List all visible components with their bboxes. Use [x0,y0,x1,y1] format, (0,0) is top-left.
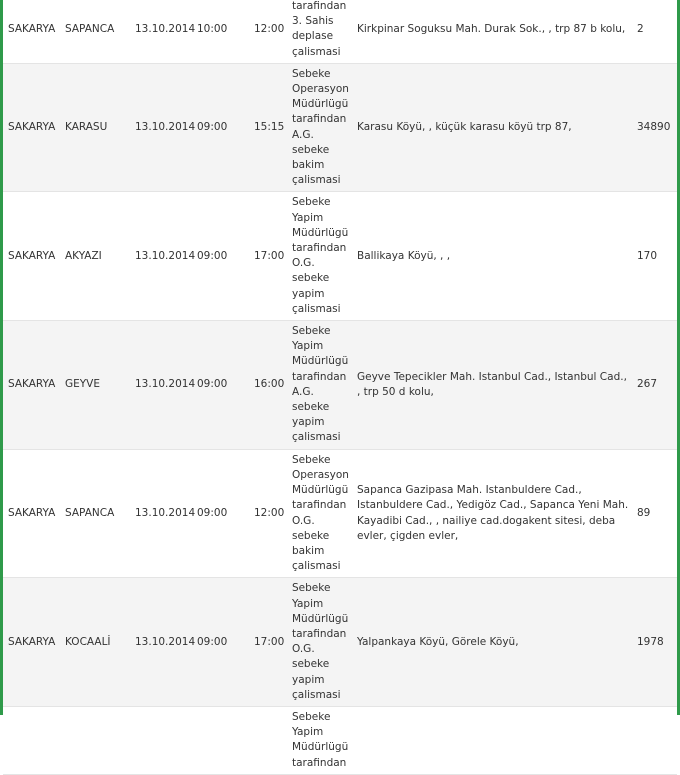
description-line: O.G. [292,257,315,270]
description-line: çalismasi [292,174,341,187]
description-line: Sebeke [292,67,331,80]
description-cell [292,0,357,63]
description-line: Yapim [292,726,324,739]
description-line: Sebeke [292,710,331,723]
table-row [3,192,677,321]
description-line: Sebeke [292,453,331,466]
description-line: tarafindan [292,499,347,512]
description-line: Müdürlügü [292,484,349,497]
affected-count-cell: 2 [637,0,677,63]
start-time-cell: 09:00 [197,63,254,192]
description-line: sebeke [292,658,330,671]
description-line: tarafindan [292,627,347,640]
date-cell: 13.10.2014 [135,192,197,321]
affected-count-cell: 170 [637,192,677,321]
start-time-cell [197,706,254,774]
description-line: bakim [292,159,325,172]
end-time-cell: 16:00 [254,321,292,450]
description-line: çalismasi [292,560,341,573]
table-row [3,578,677,707]
description-line: O.G. [292,514,315,527]
address-cell [357,706,637,774]
description-line: Müdürlügü [292,226,349,239]
date-cell: 13.10.2014 [135,578,197,707]
start-time-cell: 09:00 [197,192,254,321]
city-cell: SAKARYA [3,63,65,192]
table-row [3,449,677,578]
description-line: Sebeke [292,196,331,209]
description-cell [292,192,357,321]
description-line: O.G. [292,643,315,656]
address-cell: Ballikaya Köyü, , , [357,192,637,321]
description-line: tarafindan [292,370,347,383]
district-cell: KARASU [65,63,135,192]
date-cell: 13.10.2014 [135,63,197,192]
table-row [3,63,677,192]
affected-count-cell: 267 [637,321,677,450]
start-time-cell: 09:00 [197,578,254,707]
description-line: Sebeke [292,325,331,338]
date-cell: 13.10.2014 [135,449,197,578]
end-time-cell [254,706,292,774]
end-time-cell: 12:00 [254,449,292,578]
description-line: Operasyon [292,468,349,481]
outage-table [3,0,677,775]
description-line: Müdürlügü [292,741,349,754]
affected-count-cell: 34890 [637,63,677,192]
description-line: çalismasi [292,688,341,701]
description-line: Müdürlügü [292,612,349,625]
city-cell: SAKARYA [3,321,65,450]
district-cell: GEYVE [65,321,135,450]
district-cell: SAPANCA [65,449,135,578]
description-line: tarafindan [292,756,347,769]
address-cell: Sapanca Gazipasa Mah. Istanbuldere Cad., Istanbuldere Cad., Yedigöz Cad., Sapanca Yeni Mah. Kayadibi Cad., , nailiye cad.dogakent sitesi, deba evler, çigden evler, [357,449,637,578]
description-line: Müdürlügü [292,355,349,368]
address-cell: Yalpankaya Köyü, Görele Köyü, [357,578,637,707]
description-cell [292,449,357,578]
date-cell [135,706,197,774]
description-line: yapim [292,673,325,686]
description-line: çalismasi [292,302,341,315]
city-cell: SAKARYA [3,192,65,321]
start-time-cell: 10:00 [197,0,254,63]
end-time-cell: 15:15 [254,63,292,192]
description-cell [292,706,357,774]
address-cell: Karasu Köyü, , küçük karasu köyü trp 87, [357,63,637,192]
date-cell: 13.10.2014 [135,321,197,450]
description-line: A.G. [292,385,314,398]
district-cell: SAPANCA [65,0,135,63]
start-time-cell: 09:00 [197,449,254,578]
end-time-cell: 17:00 [254,192,292,321]
description-line: Operasyon [292,83,349,96]
description-cell [292,321,357,450]
end-time-cell: 17:00 [254,578,292,707]
start-time-cell: 09:00 [197,321,254,450]
description-line: sebeke [292,529,330,542]
district-cell [65,706,135,774]
city-cell [3,706,65,774]
description-line: tarafindan [292,113,347,126]
district-cell: KOCAALİ [65,578,135,707]
address-cell: Geyve Tepecikler Mah. Istanbul Cad., Istanbul Cad., , trp 50 d kolu, [357,321,637,450]
affected-count-cell: 1978 [637,578,677,707]
table-body [3,0,677,774]
description-line: Sebeke [292,582,331,595]
affected-count-cell [637,706,677,774]
description-line: sebeke [292,143,330,156]
affected-count-cell: 89 [637,449,677,578]
description-line: Yapim [292,597,324,610]
city-cell: SAKARYA [3,578,65,707]
description-line: bakim [292,544,325,557]
description-line: 3. Sahis [292,15,334,28]
description-line: A.G. [292,128,314,141]
description-line: tarafindan [292,0,347,12]
table-row [3,706,677,774]
description-line: sebeke [292,401,330,414]
description-line: yapim [292,416,325,429]
description-line: Müdürlügü [292,98,349,111]
city-cell: SAKARYA [3,0,65,63]
district-cell: AKYAZI [65,192,135,321]
left-frame-border [0,0,3,715]
description-cell [292,63,357,192]
description-line: tarafindan [292,242,347,255]
end-time-cell: 12:00 [254,0,292,63]
description-line: Yapim [292,211,324,224]
description-line: yapim [292,287,325,300]
description-line: çalismasi [292,45,341,58]
description-line: deplase [292,30,334,43]
date-cell: 13.10.2014 [135,0,197,63]
city-cell: SAKARYA [3,449,65,578]
address-cell: Kirkpinar Soguksu Mah. Durak Sok., , trp 87 b kolu, [357,0,637,63]
table-row [3,321,677,450]
description-cell [292,578,357,707]
description-line: çalismasi [292,431,341,444]
description-line: Yapim [292,340,324,353]
description-line: sebeke [292,272,330,285]
table-row [3,0,677,63]
